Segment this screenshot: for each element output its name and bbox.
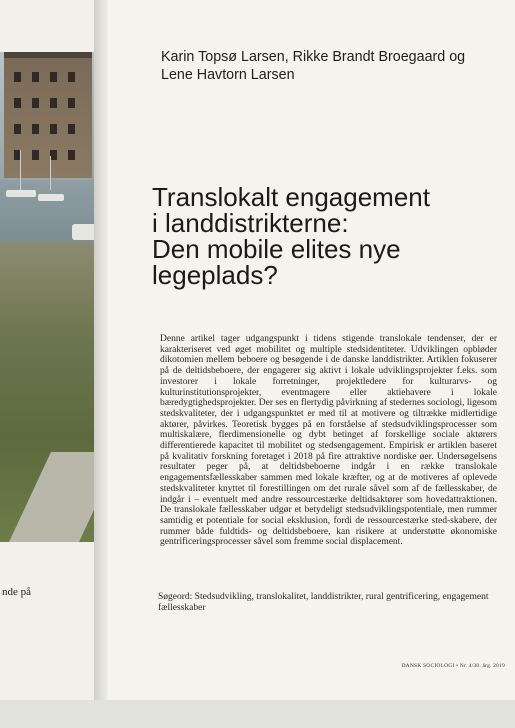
window	[68, 124, 75, 134]
title-line: legeplads?	[152, 260, 278, 290]
keywords: Søgeord: Stedsudvikling, translokalitet, landdistrikter, rural gentrificering, engagement fællesskaber	[158, 592, 489, 613]
window	[68, 72, 75, 82]
window	[68, 98, 75, 108]
article-title	[152, 184, 482, 288]
journal-footer: DANSK SOCIOLOGI • Nr. 4/30. årg. 2019	[401, 663, 505, 669]
parked-van	[72, 224, 96, 240]
harbour-photo	[0, 52, 98, 542]
boat	[6, 190, 36, 197]
window	[14, 124, 21, 134]
window	[68, 150, 75, 160]
window	[32, 124, 39, 134]
window	[50, 150, 57, 160]
scan-bottom-edge	[0, 700, 515, 728]
window	[14, 98, 21, 108]
book-gutter	[94, 0, 108, 700]
left-page-text-fragment: nde på	[2, 586, 32, 598]
boat	[38, 194, 64, 201]
window	[50, 98, 57, 108]
window	[32, 150, 39, 160]
window	[50, 72, 57, 82]
author-line: Lene Havtorn Larsen	[161, 67, 295, 83]
abstract-paragraph: Denne artikel tager udgangspunkt i tidens stigende translokale tendenser, der er karakteriseret ved øget mobilitet og multiple stedsidentiteter. Udviklingen opbløder dikotomien mellem beboere og besøgende i de danske landdistrikter. Artiklen fokuserer på de deltidsbeboere, der engagerer sig aktivt i lokale udviklingsprojekter f.eks. som investorer i lokale forretninger, projektledere for kulturarvs- og kulturinstitutionsprojekter, eventmagere eller aktiehavere i lokale bæredygtighedsprojekter. Der ses en flertydig påvirkning af stedernes sociologi, ligesom stedskvaliteter, der i udgangspunktet er med til at motivere og tiltrække midlertidige aktører, påvirkes. Teoretisk bygges på en forståelse af stedsudviklingsprocesser som multiskalære, flerdimensionelle og dybt betinget af forskellige sociale aktørers differentierede kapacitet til mobilitet og stedsengagement. Empirisk er artiklen baseret på kvalitativ forskning foretaget i 2018 på fire attraktive nordiske øer. Undersøgelsens resultater peger på, at deltidsbeboerne indgår i en række translokale engagementsfællesskaber sammen med lokale kræfter, og at de motiveres af oplevede stedskvaliteter knyttet til forestillingen om det rurale såvel som af de fællesskaber, de indgår i – eventuelt med andre ressourcestærke deltidsaktører som hovedattraktionen. De translokale fællesskaber udgør et betydeligt stedsudviklingspotentiale, men rummer samtidig et potentiale for social eksklusion, fordi de ressourcestærke sted-skabere, der rummer både fuldtids- og deltidsbeboere, kan risikere at understøtte økonomiske gentrificeringsprocesser såvel som fremme social displacement.	[160, 334, 497, 548]
left-page	[0, 0, 100, 700]
warehouse-building	[4, 58, 92, 178]
author-list	[161, 48, 501, 84]
window	[14, 72, 21, 82]
boat-mast	[50, 156, 51, 190]
window	[32, 72, 39, 82]
window	[32, 98, 39, 108]
window	[50, 124, 57, 134]
title-line: Den mobile elites nye	[152, 234, 401, 264]
title-line: i landdistrikterne:	[152, 208, 349, 238]
boat-mast	[20, 150, 21, 190]
author-line: Karin Topsø Larsen, Rikke Brandt Broegaard og	[161, 49, 466, 65]
title-line: Translokalt engagement	[152, 182, 430, 212]
